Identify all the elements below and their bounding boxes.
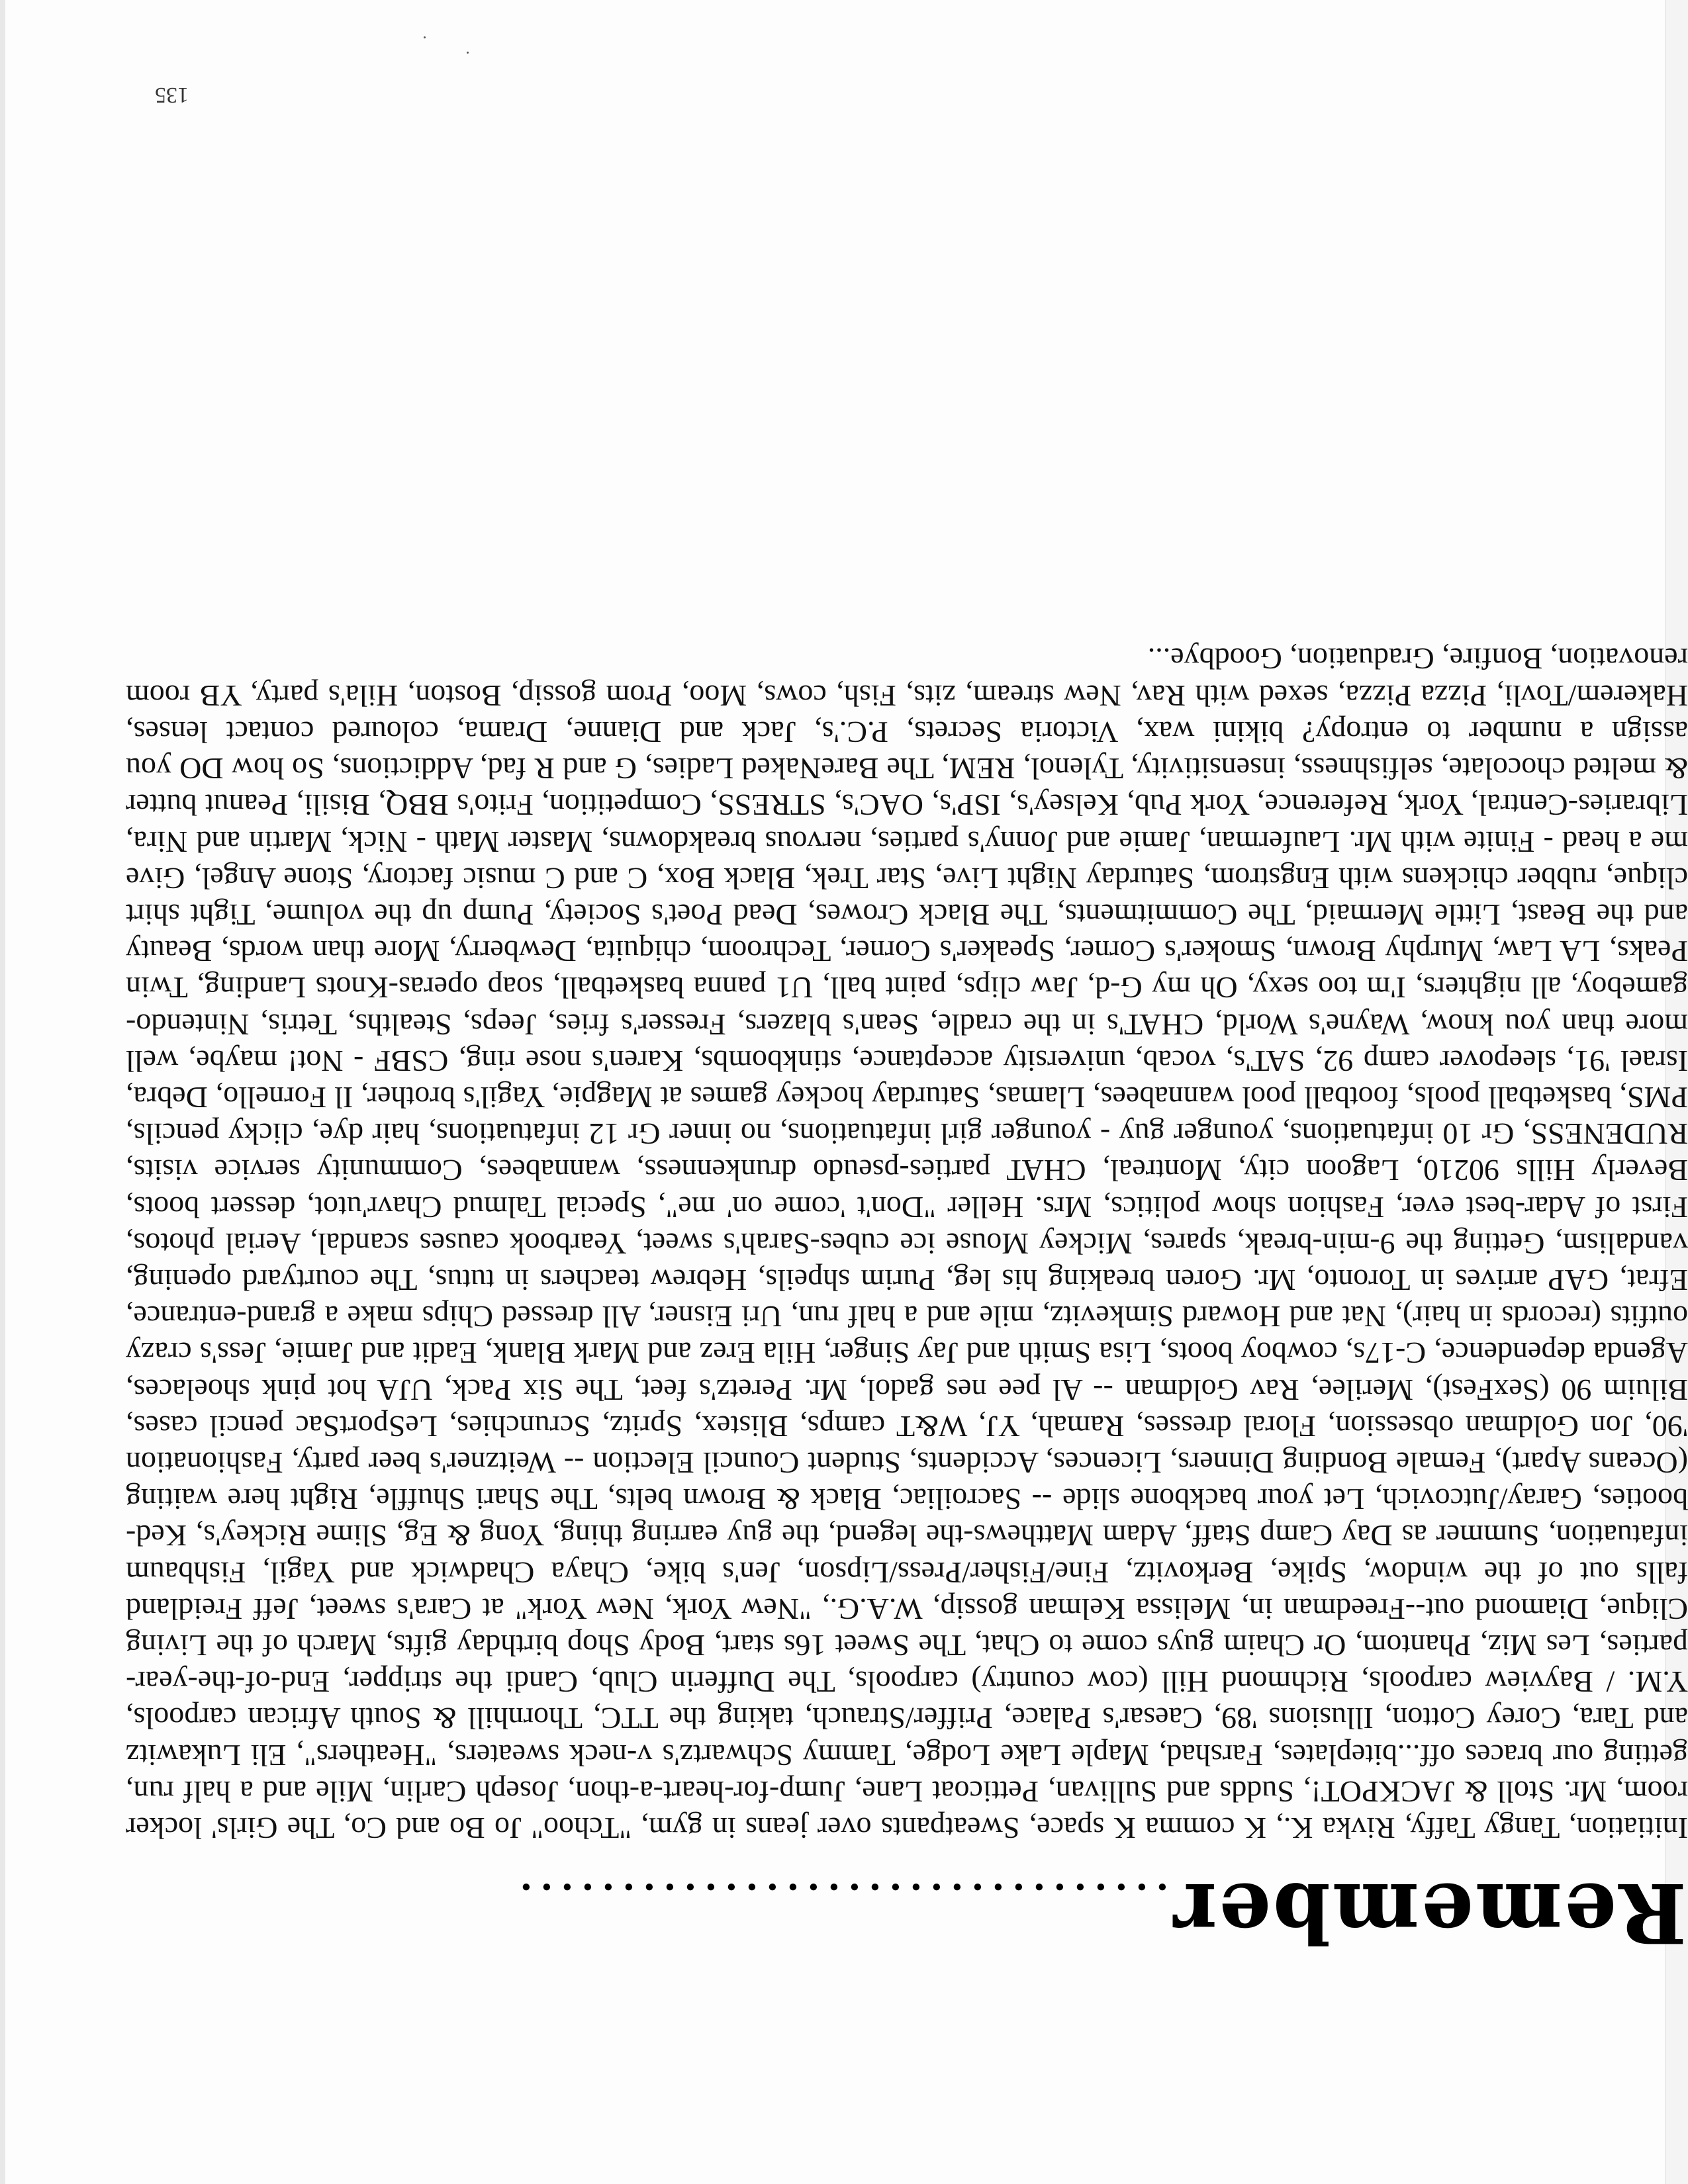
page-number: 135 xyxy=(155,83,189,107)
title-row xyxy=(98,1861,1687,1960)
body-paragraph: Initiation, Tangy Taffy, Rivka K., K comma K space, Sweatpants over jeans in gym, "Tchoo" Jo Bo and Co, The Girls' locker room, Mr. Stoll & JACKPOT!, Sudds and Sullivan, Petticoat Lane, Jump-for-heart-a-thon, Joseph Carlin, Mile and a half run, getting our braces off...biteplates, Farshad, Maple Lake Lodge, Tammy Schwartz's v-neck sweaters, "Heathers", Eli Lukawitz and Tara, Corey Cotton, Illusions '89, Caesar's Palace, Priffer/Strauch, taking the TTC, Thornhill & South African carpools, Y.M. / Bayview carpools, Richmond Hill (cow country) carpools, The Dufferin Club, Candi the stripper, End-of-the-year-parties, Les Miz, Phantom, Or Chaim guys come to Chat, The Sweet 16s start, Body Shop birthday gifts, March of the Living Clique, Diamond out--Freedman in, Melissa Kelman gossip, W.A.G., "New York, New York" at Cara's sweet, Jeff Freidland falls out of the window, Spike, Berkovitz, Fine/Fisher/Press/Lipson, Jen's bike, Chaya Chadwick and Yagil, Fishbaum infatuation, Summer as Day Camp Staff, Adam Matthews-the legend, the guy earring thing, Yong & Eg, Slime Rickey's, Ked-booties, Garay/Jutcovich, Let your backbone slide -- Sacroiliac, Black & Brown belts, The Shari Shuffle, Right here waiting (Oceans Apart), Female Bonding Dinners, Licences, Accidents, Student Council Election -- Weitzner's beer party, Fashionation '90, Jon Goldman obsession, Floral dresses, Ramah, YJ, W&T camps, Blistex, Spritz, Scrunchies, LeSportSac pencil cases, Biluim 90 (SexFest), Merilee, Rav Goldman -- Al pee nes gadol, Mr. Peretz's feet, The Six Pack, UJA hot pink shoelaces, Agenda dependence, C-17s, cowboy boots, Lisa Smith and Jay Singer, Hila Erez and Mark Blank, Eadit and Jamie, Jess's crazy outfits (records in hair), Nat and Howard Simkevitz, mile and a half run, Uri Eisner, All dressed Chips make a grand-entrance, Efrat, GAP arrives in Toronto, Mr. Goren breaking his leg, Purim shpeils, Hebrew teachers in tutus, The courtyard opening, vandalism, Getting the 9-min-break, spares, Mickey Mouse ice cubes-Sarah's sweet, Yearbook causes scandal, Aerial photos, First of Adar-best ever, Fashion show politics, Mrs. Heller "Don't 'come on' me", Special Talmud Chavr'utot, dessert boots, Beverly Hills 90210, Lagoon city, Montreal, CHAT parties-pseudo drunkenness, wannabees, Community service visits, RUDENESS, Gr 10 infatuations, younger guy - younger girl infatuations, no inner Gr 12 infatuations, hair dye, clicky pencils, PMS, basketball pools, football pool wannabees, Llamas, Saturday hockey games at Magpie, Yagil's brother, Il Fornello, Debra, Israel '91, sleepover camp 92, SAT's, vocab, university acceptance, stinkbombs, Karen's nose ring, CSBF - Not! maybe, well more than you know, Wayne's World, CHAT's in the cradle, Sean's blazers, Fresser's fries, Jeeps, Stealths, Tetris, Nintendo- gameboy, all nighters, I'm too sexy, Oh my G-d, Jaw clips, paint ball, U1 panna basketball, soap operas-Knots Landing, Twin Peaks, LA Law, Murphy Brown, Smoker's Corner, Speaker's Corner, Techroom, chiquita, Dewberry, More than words, Beauty and the Beast, Little Mermaid, The Commitments, The Black Crowes, Dead Poet's Society, Pump up the volume, Tight shirt clique, rubber chickens with Engstrom, Saturday Night Live, Star Trek, Black Box, C and C music factory, Stone Angel, Give me a head - Finite with Mr. Lauferman, Jamie and Jonny's parties, nervous breakdowns, Master Math - Nick, Martin and Nira, Libraries-Central, York, Reference, York Pub, Kelsey's, ISP's, OAC's, STRESS, Competition, Frito's BBQ, Bisili, Peanut butter & melted chocolate, selfishness, insensitivity, Tylenol, REM, The BareNaked Ladies, G and R fad, Addictions, So how DO you assign a number to entropy? bikini wax, Victoria Secrets, P.C.'s, Jack and Dianne, Drama, coloured contact lenses, Hakerem/Tovli, Pizza Pizza, sexed with Rav, New stream, zits, Fish, cows, Moo, Prom gossip, Boston, Hila's party, YB room renovation, Bonfire, Graduation, Goodbye... xyxy=(126,642,1688,1845)
scan-speck xyxy=(467,52,469,54)
scan-speck xyxy=(424,36,426,38)
page-title: Remember xyxy=(1171,1864,1687,1960)
title-dot-leader: ................................ xyxy=(510,1875,1168,1922)
